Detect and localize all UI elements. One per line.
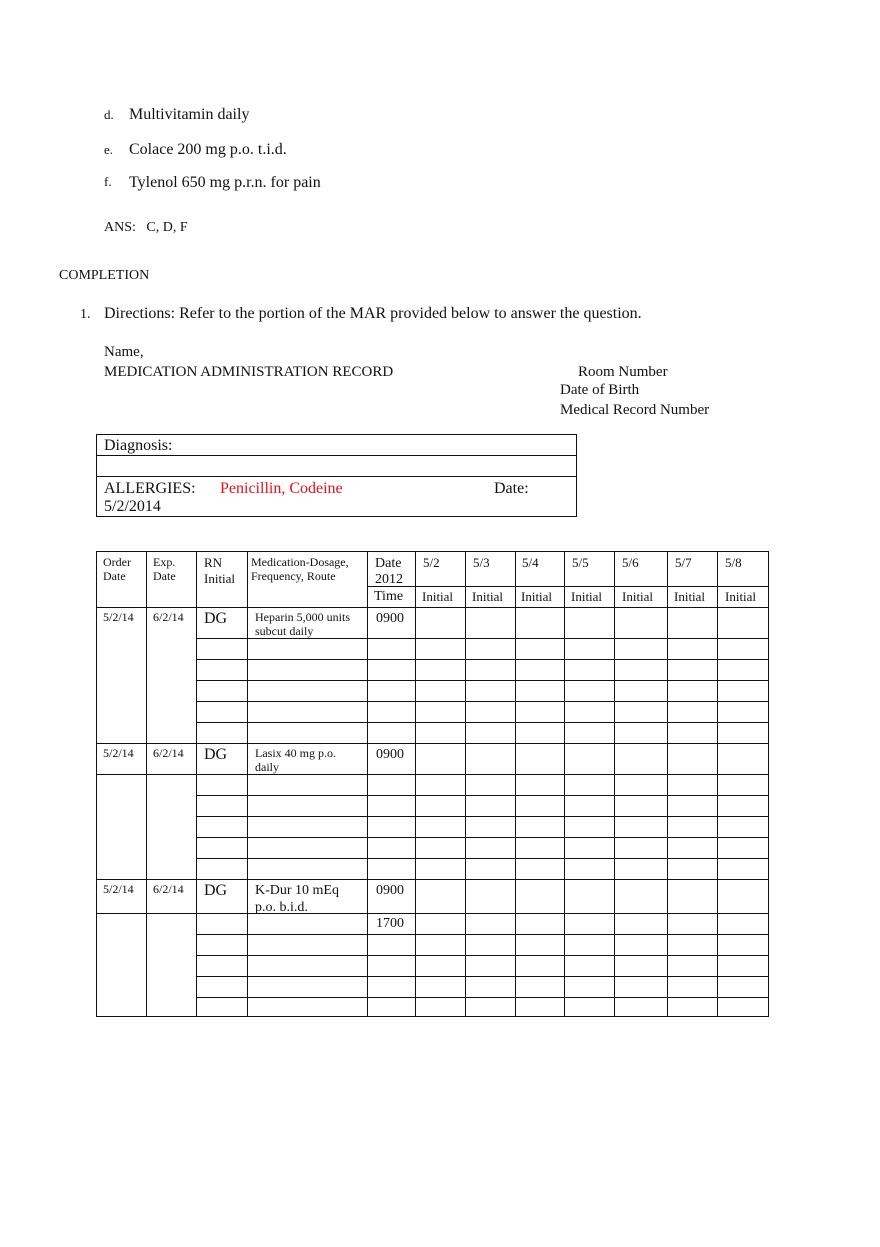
allergies-label: ALLERGIES:	[104, 480, 196, 497]
grid-line	[196, 795, 769, 796]
question-text: Directions: Refer to the portion of the MAR provided below to answer the question.	[104, 305, 642, 322]
grid-line	[515, 552, 516, 1016]
divider	[97, 455, 576, 456]
grid-line	[196, 976, 769, 977]
grid-line	[196, 552, 197, 1016]
header-initial: Initial	[422, 589, 454, 604]
date-label: Date:	[494, 480, 529, 497]
grid-line	[196, 659, 769, 660]
grid-line	[97, 774, 769, 775]
entry-time: 0900	[376, 611, 404, 626]
header-date-year: Date 2012	[375, 556, 403, 587]
grid-line	[367, 586, 769, 587]
grid-line	[614, 552, 615, 1016]
grid-line	[97, 879, 769, 880]
grid-line	[717, 552, 718, 1016]
header-rn-initial: RN Initial	[204, 555, 236, 586]
grid-line	[564, 552, 565, 1016]
entry-time: 1700	[376, 916, 404, 931]
grid-line	[667, 552, 668, 1016]
header-initial: Initial	[521, 589, 553, 604]
question-number: 1.	[80, 307, 91, 322]
grid-line	[196, 955, 769, 956]
grid-line	[465, 552, 466, 1016]
header-initial: Initial	[674, 589, 706, 604]
entry-medication: Lasix 40 mg p.o. daily	[255, 746, 336, 774]
section-title: COMPLETION	[59, 268, 150, 283]
diagnosis-label: Diagnosis:	[104, 437, 173, 454]
entry-rn-initial: DG	[204, 610, 228, 627]
room-number-label: Room Number	[578, 364, 668, 380]
option-letter-e: e.	[104, 142, 114, 157]
header-medication: Medication-Dosage, Frequency, Route	[251, 555, 349, 583]
medical-record-number-label: Medical Record Number	[560, 402, 710, 418]
option-letter-f: f.	[104, 174, 112, 189]
grid-line	[196, 701, 769, 702]
grid-line	[196, 638, 769, 639]
grid-line	[196, 816, 769, 817]
entry-time: 0900	[376, 883, 404, 898]
entry-medication: K-Dur 10 mEq p.o. b.i.d.	[255, 883, 339, 915]
entry-rn-initial: DG	[204, 882, 228, 899]
divider	[97, 476, 576, 477]
grid-line	[97, 743, 769, 744]
header-initial: Initial	[472, 589, 504, 604]
entry-order-date: 5/2/14	[103, 610, 134, 624]
patient-name-label: Name,	[104, 344, 144, 360]
entry-medication: Heparin 5,000 units subcut daily	[255, 610, 350, 638]
grid-line	[196, 997, 769, 998]
entry-time: 0900	[376, 747, 404, 762]
entry-order-date: 5/2/14	[103, 746, 134, 760]
option-text-f: Tylenol 650 mg p.r.n. for pain	[129, 174, 321, 191]
grid-line	[367, 552, 368, 1016]
header-order-date: Order Date	[103, 555, 131, 583]
mar-table	[96, 551, 769, 1017]
header-day-5-6: 5/6	[622, 555, 639, 570]
header-initial: Initial	[622, 589, 654, 604]
grid-line	[415, 552, 416, 1016]
option-letter-d: d.	[104, 107, 114, 122]
grid-line	[196, 722, 769, 723]
grid-line	[196, 680, 769, 681]
allergies-value: Penicillin, Codeine	[220, 480, 343, 497]
header-time: Time	[374, 589, 404, 604]
header-day-5-2: 5/2	[423, 555, 440, 570]
header-day-5-5: 5/5	[572, 555, 589, 570]
header-initial: Initial	[571, 589, 603, 604]
date-of-birth-label: Date of Birth	[560, 382, 640, 398]
grid-line	[196, 934, 769, 935]
header-exp-date: Exp. Date	[153, 555, 176, 583]
header-day-5-3: 5/3	[473, 555, 490, 570]
grid-line	[196, 858, 769, 859]
grid-line	[146, 552, 147, 1016]
option-text-d: Multivitamin daily	[129, 106, 250, 123]
record-title: MEDICATION ADMINISTRATION RECORD	[104, 364, 394, 380]
grid-line	[247, 552, 248, 1016]
diagnosis-allergies-box	[96, 434, 577, 517]
entry-order-date: 5/2/14	[103, 882, 134, 896]
grid-line	[196, 837, 769, 838]
header-day-5-8: 5/8	[725, 555, 742, 570]
option-text-e: Colace 200 mg p.o. t.i.d.	[129, 141, 287, 158]
header-day-5-7: 5/7	[675, 555, 692, 570]
entry-exp-date: 6/2/14	[153, 882, 184, 896]
header-initial: Initial	[725, 589, 757, 604]
entry-exp-date: 6/2/14	[153, 746, 184, 760]
grid-line	[97, 913, 769, 914]
header-day-5-4: 5/4	[522, 555, 539, 570]
answer-key: ANS: C, D, F	[104, 220, 188, 235]
entry-rn-initial: DG	[204, 746, 228, 763]
grid-line	[97, 607, 769, 608]
date-value: 5/2/2014	[104, 498, 161, 515]
entry-exp-date: 6/2/14	[153, 610, 184, 624]
